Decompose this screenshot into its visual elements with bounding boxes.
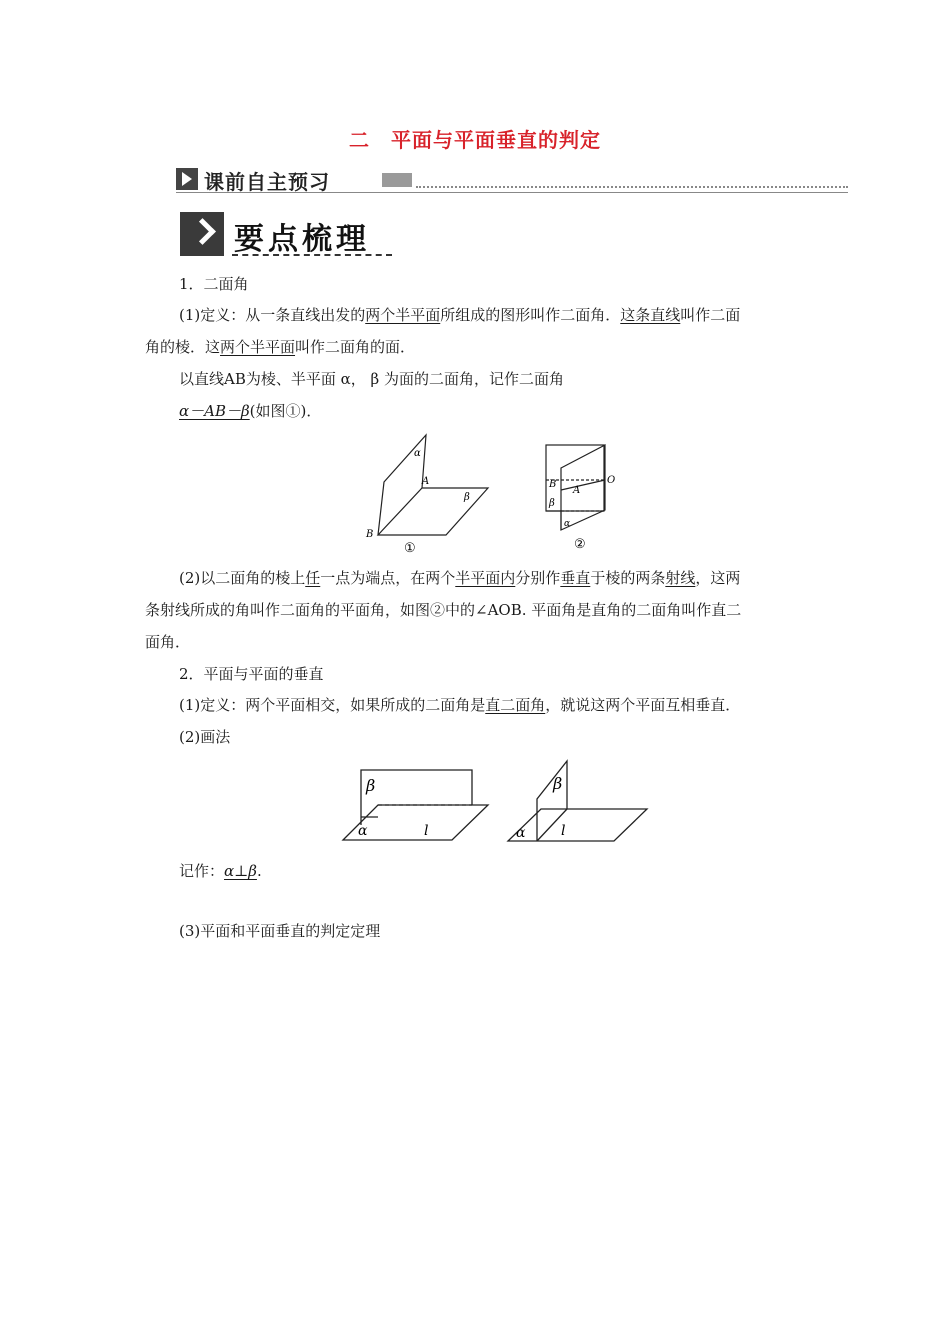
underlined-answer: 两个半平面 (365, 306, 441, 324)
fig4-label-beta: β (553, 774, 563, 793)
underlined-answer: 半平面内 (455, 569, 516, 587)
fig1-label-beta: β (464, 492, 470, 503)
underlined-answer: 垂直 (560, 569, 591, 587)
sec1-notation (145, 395, 815, 427)
fig3-label-l: l (424, 823, 429, 839)
fig2-label-beta: β (549, 498, 555, 509)
text: 叫作二面 (680, 306, 741, 324)
text: 角的棱．这 (145, 338, 221, 356)
fig2-label-alpha: α (564, 519, 571, 529)
text: (1)定义：从一条直线出发的 (179, 306, 366, 324)
banner-label: 课前自主预习 (204, 170, 330, 194)
sec1-plane-angle-cont: 条射线所成的角叫作二面角的平面角，如图②中的∠AOB. 平面角是直角的二面角叫作直二 (145, 601, 742, 619)
underlined-formula: α－AB－β (179, 402, 250, 420)
text: 所组成的图形叫作二面角． (440, 306, 621, 324)
sec2-definition (145, 689, 815, 721)
underlined-answer: 直二面角 (485, 696, 546, 714)
fig4-label-l: l (561, 823, 566, 839)
sec2-heading: 2．平面与平面的垂直 (179, 665, 324, 683)
text: 叫作二面角的面． (295, 338, 416, 356)
section-banner (176, 164, 848, 192)
sec2-notation (145, 855, 815, 887)
fig1-label-B: B (366, 529, 374, 540)
fig4-label-alpha: α (516, 825, 526, 841)
sec1-plane-angle-end: 面角． (145, 633, 191, 651)
banner-dotted-line (416, 186, 848, 188)
arrow-icon (180, 212, 224, 256)
text: (2)以二面角的棱上 (179, 569, 306, 587)
figure-3 (340, 765, 495, 847)
text: 一点为端点，在两个 (320, 569, 456, 587)
underlined-answer: 任 (305, 569, 321, 587)
sec1-plane-angle (145, 562, 815, 594)
text: (如图①)． (249, 402, 322, 420)
badge-underline (232, 254, 392, 256)
text: ，这两 (695, 569, 741, 587)
fig1-label-alpha: α (414, 448, 421, 459)
fig2-label-A: A (573, 485, 581, 496)
fig1-label-A: A (422, 476, 430, 487)
figure-4 (503, 755, 653, 847)
fig3-label-beta: β (366, 776, 376, 795)
underlined-answer: 两个半平面 (220, 338, 296, 356)
underlined-answer: 射线 (665, 569, 696, 587)
text: ，就说这两个平面互相垂直． (545, 696, 741, 714)
sec1-notation-line: 以直线AB为棱、半平面 α， β 为面的二面角，记作二面角 (179, 370, 564, 388)
banner-rule (176, 192, 848, 193)
banner-bar (382, 173, 412, 187)
badge-label: 要点梳理 (234, 222, 370, 257)
figure-2 (535, 440, 635, 555)
sec1-definition-cont (145, 331, 815, 363)
key-points-badge (180, 212, 392, 256)
sec1-definition (145, 299, 815, 331)
play-icon (176, 168, 198, 190)
sec2-draw-heading: (2)画法 (179, 728, 231, 746)
underlined-answer: 这条直线 (620, 306, 681, 324)
text: 于棱的两条 (590, 569, 666, 587)
fig1-caption: ① (404, 541, 416, 555)
fig2-label-O: O (607, 475, 616, 486)
fig2-label-B: B (549, 479, 557, 490)
sec2-theorem-heading: (3)平面和平面垂直的判定定理 (179, 922, 381, 940)
text: 记作： (179, 862, 225, 880)
fig2-caption: ② (574, 537, 586, 552)
text: 分别作 (515, 569, 561, 587)
text: . (256, 862, 262, 880)
text: (1)定义：两个平面相交，如果所成的二面角是 (179, 696, 486, 714)
underlined-formula: α⊥β (224, 862, 257, 880)
sec1-heading: 1．二面角 (179, 275, 249, 293)
figure-1 (360, 430, 500, 555)
fig3-label-alpha: α (358, 823, 368, 839)
page-title: 二 平面与平面垂直的判定 (349, 128, 601, 152)
